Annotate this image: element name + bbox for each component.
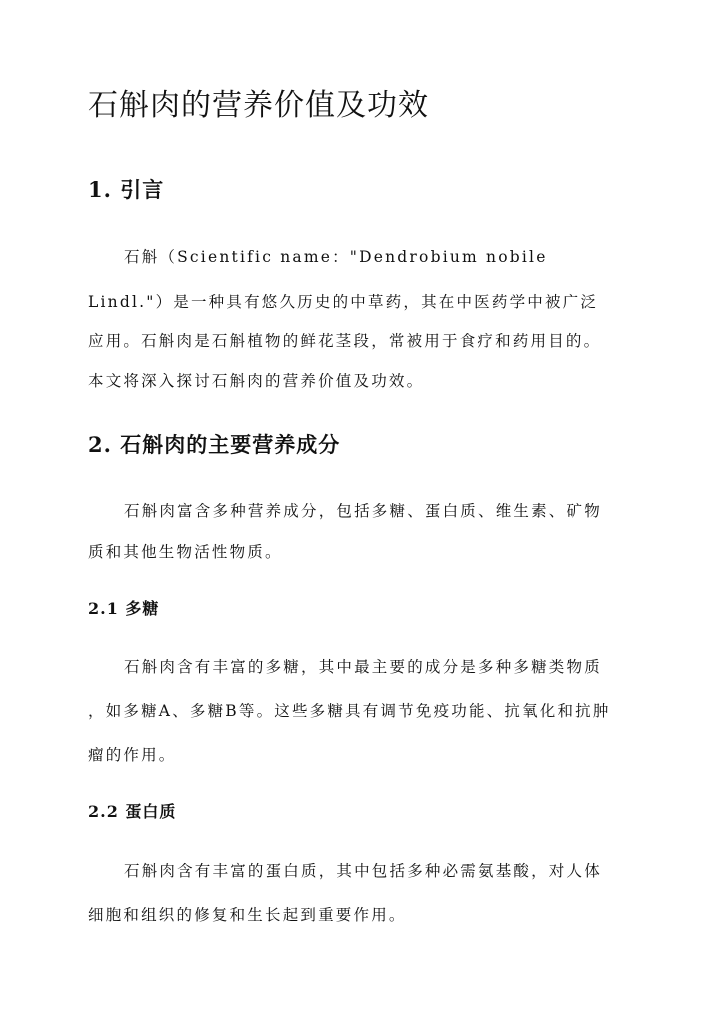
paragraph-line: ，如多糖A、多糖B等。这些多糖具有调节免疫功能、抗氧化和抗肿 [88,702,611,720]
paragraph-line: 石斛（Scientific name："Dendrobium nobile [124,248,548,266]
paragraph-line: 石斛肉含有丰富的多糖，其中最主要的成分是多种多糖类物质 [124,658,602,676]
subsection-heading-polysaccharides: 2.1 多糖 [88,599,160,618]
document-title: 石斛肉的营养价值及功效 [88,88,429,123]
paragraph-line: 瘤的作用。 [88,746,177,764]
section-heading-main-nutrients: 2. 石斛肉的主要营养成分 [88,432,341,457]
paragraph-line: 质和其他生物活性物质。 [88,543,283,561]
paragraph-line: Lindl."）是一种具有悠久历史的中草药，其在中医药学中被广泛 [88,293,599,311]
paragraph-line: 石斛肉含有丰富的蛋白质，其中包括多种必需氨基酸，对人体 [124,862,602,880]
section-heading-introduction: 1. 引言 [88,177,165,202]
paragraph-line: 本文将深入探讨石斛肉的营养价值及功效。 [88,372,425,390]
paragraph-line: 细胞和组织的修复和生长起到重要作用。 [88,906,407,924]
subsection-heading-protein: 2.2 蛋白质 [88,802,177,821]
paragraph-line: 应用。石斛肉是石斛植物的鲜花茎段，常被用于食疗和药用目的。 [88,332,602,350]
paragraph-line: 石斛肉富含多种营养成分，包括多糖、蛋白质、维生素、矿物 [124,502,602,520]
